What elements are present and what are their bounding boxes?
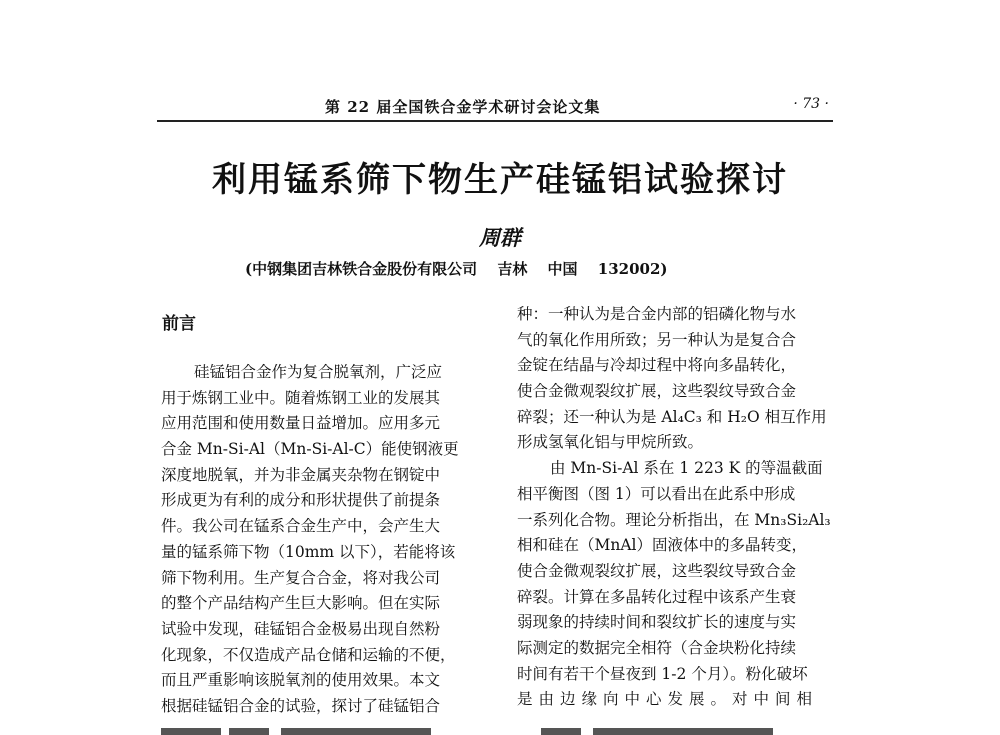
paragraph-line: 金锭在结晶与冷却过程中将向多晶转化， [517,356,797,375]
paragraph-line: 用于炼钢工业中。随着炼钢工业的发展其 [161,388,441,407]
right-column [517,302,837,713]
paper-title: 利用锰系筛下物生产硅锰铝试验探讨 [212,160,788,200]
running-header [157,94,833,122]
paragraph-line: 应用范围和使用数量日益增加。应用多元 [161,414,441,433]
paragraph-line: 化现象，不仅造成产品仓储和运输的不便， [161,645,456,664]
paragraph-line: 相和硅在（MnAl）固液体中的多晶转变， [517,536,808,555]
paragraph-line: 的整个产品结构产生巨大影响。但在实际 [161,594,441,613]
paragraph-line: 气的氧化作用所致；另一种认为是复合合 [517,330,797,349]
text-fragment [593,728,773,735]
author-affiliation: (中钢集团吉林铁合金股份有限公司 吉林 中国 132002) [245,260,668,278]
cut-off-text-fragments [157,728,833,735]
author-name: 周群 [479,225,521,250]
paragraph-line: 是由边缘向中心发展。对中间相 [517,690,819,709]
text-fragment [281,728,431,735]
text-fragment [161,728,221,735]
paragraph-line: 而且严重影响该脱氧剂的使用效果。本文 [161,671,441,690]
page-number: · 73 · [793,96,829,112]
paragraph-line: 合金 Mn-Si-Al（Mn-Si-Al-C）能使钢液更 [161,440,459,459]
paragraph-line: 硅锰铝合金作为复合脱氧剂，广泛应 [194,363,443,381]
paragraph-line: 相平衡图（图 1）可以看出在此系中形成 [517,484,796,503]
paragraph-line: 时间有若干个昼夜到 1-2 个月）。粉化破坏 [517,664,808,683]
paragraph-line: 由 Mn-Si-Al 系在 1 223 K 的等温截面 [550,459,823,478]
paragraph-line: 际测定的数据完全相符（合金块粉化持续 [517,638,797,657]
paragraph-line: 碎裂；还一种认为是 Al₄C₃ 和 H₂O 相互作用 [517,407,827,426]
journal-title: 第 22 届全国铁合金学术研讨会论文集 [325,98,601,116]
paragraph-line: 形成更为有利的成分和形状提供了前提条 [161,491,441,510]
paragraph-line: 筛下物利用。生产复合合金，将对我公司 [161,568,441,587]
paragraph-line: 深度地脱氧，并为非金属夹杂物在钢锭中 [161,465,441,484]
paragraph-line: 种：一种认为是合金内部的铝磷化物与水 [517,305,797,323]
section-heading: 前言 [162,314,196,334]
paragraph-line: 使合金微观裂纹扩展，这些裂纹导致合金 [517,561,797,580]
paragraph-line: 一系列化合物。理论分析指出，在 Mn₃Si₂Al₃ [517,510,831,529]
left-column [161,360,485,720]
paragraph-line: 试验中发现，硅锰铝合金极易出现自然粉 [161,619,441,638]
paragraph-line: 使合金微观裂纹扩展，这些裂纹导致合金 [517,382,797,401]
paragraph-line: 件。我公司在锰系合金生产中，会产生大 [161,517,441,536]
paragraph-line: 形成氢氧化铝与甲烷所致。 [517,433,704,452]
text-fragment [541,728,581,735]
text-fragment [229,728,269,735]
paragraph-line: 根据硅锰铝合金的试验，探讨了硅锰铝合 [161,696,441,715]
paragraph-line: 量的锰系筛下物（10mm 以下），若能将该 [161,542,456,561]
paragraph-line: 弱现象的持续时间和裂纹扩长的速度与实 [517,613,797,632]
paragraph-line: 碎裂。计算在多晶转化过程中该系产生衰 [517,587,797,606]
